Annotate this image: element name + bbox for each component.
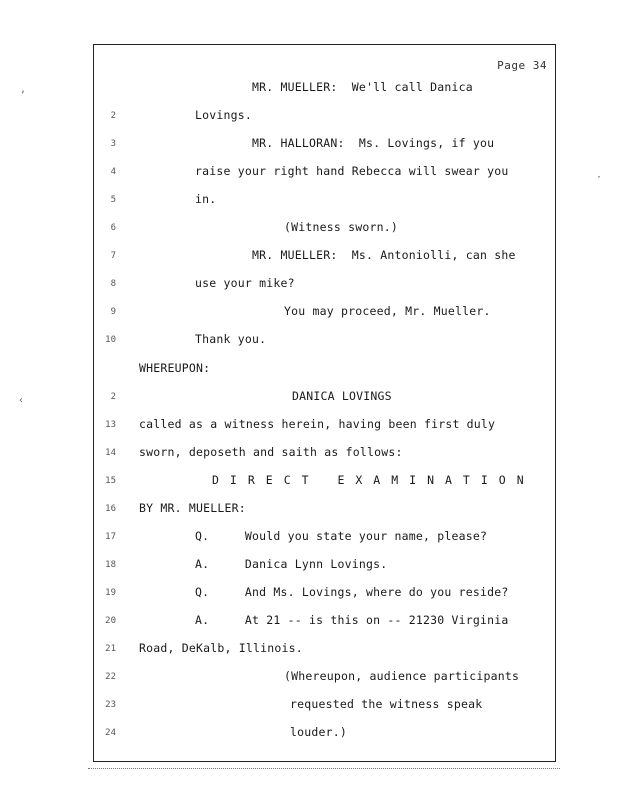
line-text: WHEREUPON: [139,360,211,375]
transcript-line [94,330,555,350]
line-text: Q. And Ms. Lovings, where do you reside? [195,584,509,599]
line-text: DANICA LOVINGS [292,388,392,403]
line-text: requested the witness speak [290,697,483,712]
line-number: 19 [105,587,116,598]
line-number: 16 [105,503,116,514]
transcript-line [94,106,555,126]
transcript-line [94,499,555,519]
transcript-lines [94,45,555,761]
transcript-line [94,387,555,407]
line-number: 20 [105,615,116,626]
line-number: 15 [105,475,116,486]
line-text: Q. Would you state your name, please? [195,528,488,543]
transcript-line [94,471,555,491]
transcript-line [94,359,555,379]
line-number: 21 [105,644,116,654]
margin-bracket-mark: ‹ [18,395,25,406]
margin-dot-mark: · [596,172,603,183]
line-number: 2 [110,391,116,402]
transcript-line [94,134,555,154]
line-text: A. At 21 -- is this on -- 21230 Virginia [195,612,509,627]
transcript-line [94,443,555,463]
line-text: MR. MUELLER: Ms. Antoniolli, can she [252,248,516,263]
line-number: 2 [110,111,116,122]
line-text: MR. MUELLER: We'll call Danica [252,80,473,94]
line-text: Road, DeKalb, Illinois. [139,641,303,655]
line-number: 3 [110,139,116,150]
line-number: 13 [105,419,116,430]
line-number: 4 [110,167,116,178]
line-number: 17 [105,531,116,542]
transcript-page [93,44,556,762]
line-text: You may proceed, Mr. Mueller. [284,304,491,319]
line-text: Thank you. [195,332,267,347]
line-number: 9 [110,307,116,318]
line-number: 6 [110,223,116,234]
line-number: 10 [105,335,116,346]
line-text: BY MR. MUELLER: [139,500,246,515]
line-text: called as a witness herein, having been first duly [139,416,496,431]
transcript-line [94,162,555,182]
line-number: 14 [105,447,116,458]
line-number: 7 [110,251,116,262]
transcript-line [94,302,555,322]
line-text: (Witness sworn.) [284,220,398,235]
transcript-line [94,415,555,435]
line-number: 18 [105,559,116,570]
line-text: in. [195,192,217,207]
transcript-line [94,611,555,631]
transcript-line [94,667,555,687]
line-text: louder.) [290,725,347,740]
line-text: DIRECT EXAMINATION [212,472,535,487]
line-number: 24 [105,728,116,739]
line-number: 23 [105,700,116,711]
line-number: 5 [110,195,116,206]
transcript-line [94,190,555,210]
line-text: sworn, deposeth and saith as follows: [139,444,403,459]
line-text: use your mike? [195,276,295,291]
transcript-line [94,246,555,266]
transcript-line [94,78,555,98]
line-text: (Whereupon, audience participants [284,669,520,684]
transcript-line [94,695,555,715]
transcript-line [94,723,555,743]
margin-tick-mark: ‚ [20,84,27,95]
line-number: 8 [110,279,116,290]
transcript-line [94,555,555,575]
line-text: Lovings. [195,108,252,123]
line-text: MR. HALLORAN: Ms. Lovings, if you [252,136,495,151]
transcript-line [94,583,555,603]
transcript-line [94,274,555,294]
line-number: 22 [105,672,116,683]
line-text: A. Danica Lynn Lovings. [195,556,388,571]
page-number: Page 34 [497,59,547,72]
line-text: raise your right hand Rebecca will swear you [195,164,509,179]
transcript-line [94,527,555,547]
transcript-line [94,218,555,238]
bottom-dotted-rule [88,768,560,769]
transcript-line [94,639,555,659]
